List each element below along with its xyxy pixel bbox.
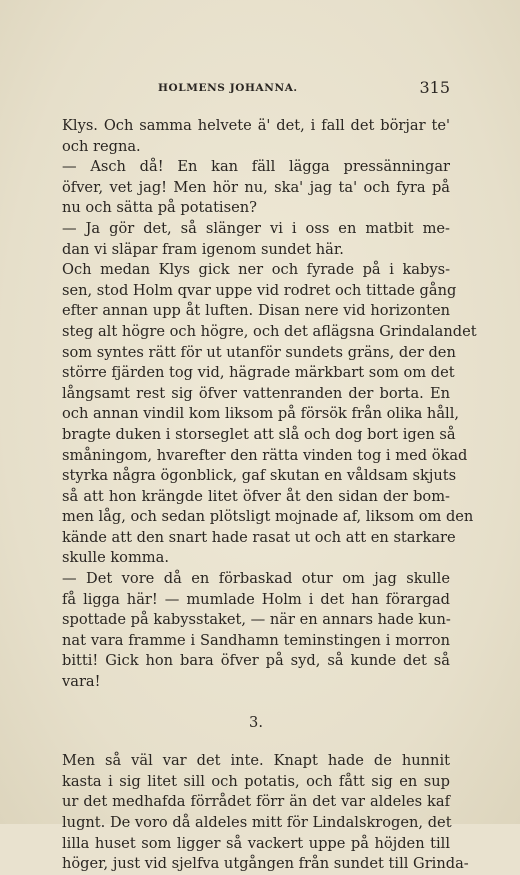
text-line: bitti! Gick hon bara öfver på syd, så kunde det så bbox=[62, 652, 450, 670]
text-block-after-section bbox=[62, 751, 469, 875]
text-line: sen, stod Holm qvar uppe vid rodret och tittade gång bbox=[62, 281, 457, 299]
text-line: — Asch då! En kan fäll lägga pressänningar bbox=[62, 158, 450, 176]
text-line: steg alt högre och högre, och det aflägsna Grindalandet bbox=[62, 322, 477, 340]
text-line: efter annan upp åt luften. Disan nere vid horizonten bbox=[62, 302, 450, 320]
body-text bbox=[62, 116, 477, 875]
text-line: som syntes rätt för ut utanför sundets gräns, der den bbox=[62, 343, 456, 361]
text-line: större fjärden tog vid, hägrade märkbart som om det bbox=[62, 364, 455, 382]
text-line: ur det medhafda förrådet förr än det var aldeles kaf bbox=[62, 793, 450, 811]
text-line: nat vara framme i Sandhamn teminstingen i morron bbox=[62, 631, 450, 649]
text-line: öfver, vet jag! Men hör nu, ska' jag ta' och fyra på bbox=[62, 178, 450, 196]
text-line: vara! bbox=[62, 673, 101, 691]
text-line: lilla huset som ligger så vackert uppe på höjden till bbox=[62, 834, 450, 852]
running-title: HOLMENS JOHANNA. bbox=[158, 82, 298, 94]
section-number: 3. bbox=[249, 713, 263, 731]
text-line: så att hon krängde litet öfver åt den sidan der bom- bbox=[62, 487, 450, 505]
text-line: Och medan Klys gick ner och fyrade på i kabys- bbox=[62, 261, 450, 279]
text-line: dan vi släpar fram igenom sundet här. bbox=[62, 240, 344, 258]
text-line: men låg, och sedan plötsligt mojnade af, liksom om den bbox=[62, 508, 474, 526]
text-line: — Det vore då en förbaskad otur om jag skulle bbox=[62, 570, 450, 588]
text-line: skulle komma. bbox=[62, 549, 169, 567]
text-line: nu och sätta på potatisen? bbox=[62, 199, 257, 217]
text-line: långsamt rest sig öfver vattenranden der borta. En bbox=[62, 384, 450, 402]
text-line: — Ja gör det, så slänger vi i oss en matbit me- bbox=[62, 219, 450, 237]
text-line: spottade på kabysstaket, — när en annars hade kun- bbox=[62, 611, 451, 629]
text-line: få ligga här! — mumlade Holm i det han förargad bbox=[62, 590, 450, 608]
text-line: lugnt. De voro då aldeles mitt för Lindalskrogen, det bbox=[62, 814, 452, 831]
text-line: Men så väl var det inte. Knapt hade de hunnit bbox=[62, 752, 450, 770]
text-line: och annan vindil kom liksom på försök från olika håll, bbox=[62, 405, 459, 423]
text-line: småningom, hvarefter den rätta vinden tog i med ökad bbox=[62, 446, 468, 464]
page-number: 315 bbox=[419, 78, 450, 97]
text-line: och regna. bbox=[62, 137, 141, 155]
text-line: höger, just vid sjelfva utgången från sundet till Grinda- bbox=[62, 855, 469, 873]
text-block-before-section bbox=[62, 116, 477, 693]
text-line: kände att den snart hade rasat ut och att en starkare bbox=[62, 528, 456, 546]
text-line: kasta i sig litet sill och potatis, och fått sig en sup bbox=[62, 772, 450, 790]
text-line: styrka några ögonblick, gaf skutan en våldsam skjuts bbox=[62, 467, 457, 485]
text-line: bragte duken i storseglet att slå och dog bort igen så bbox=[62, 425, 456, 443]
text-line: Klys. Och samma helvete ä' det, i fall det börjar te' bbox=[62, 117, 450, 134]
running-head bbox=[62, 76, 450, 100]
